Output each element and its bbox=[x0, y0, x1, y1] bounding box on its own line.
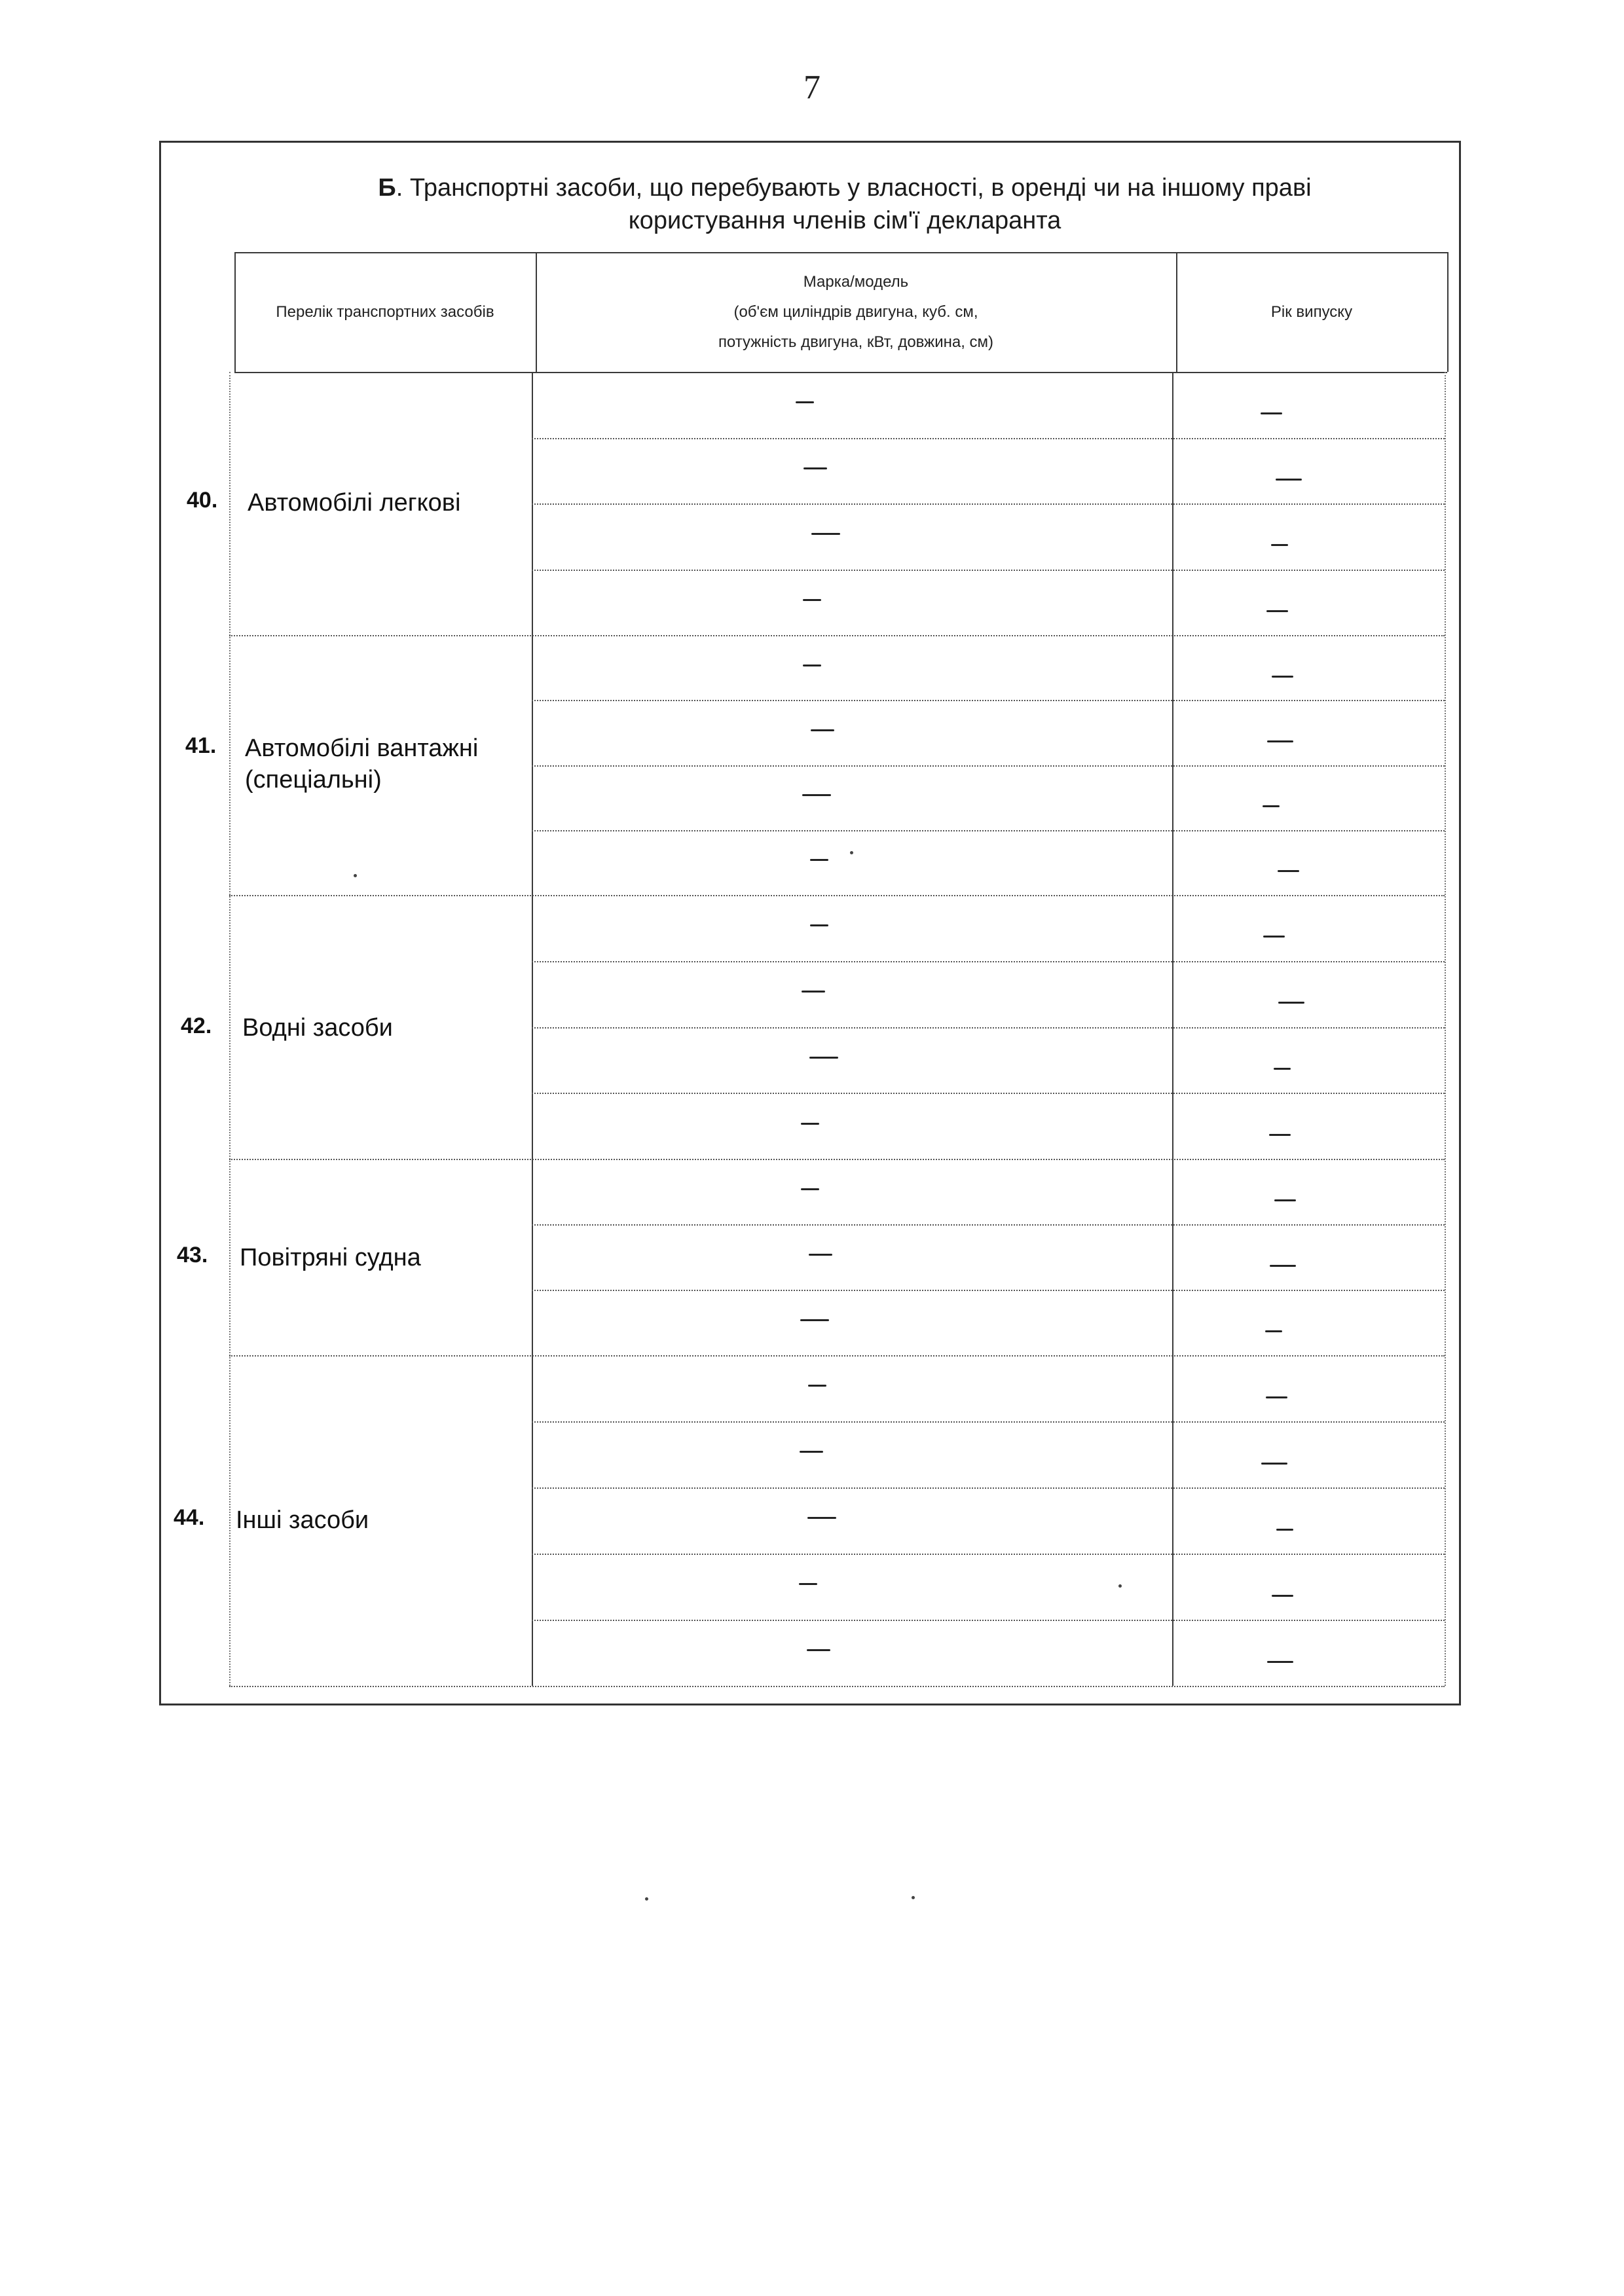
model-dash bbox=[803, 665, 821, 666]
entry-separator bbox=[532, 438, 1445, 439]
model-dash bbox=[808, 1385, 826, 1387]
model-dash bbox=[801, 1123, 819, 1125]
group-separator bbox=[229, 1159, 1445, 1160]
row-number-43: 43. bbox=[177, 1243, 208, 1267]
model-dash bbox=[802, 794, 831, 796]
header-right-border bbox=[1447, 252, 1449, 372]
header-bottom-border bbox=[234, 372, 1447, 373]
section-title bbox=[236, 172, 1454, 237]
model-dash bbox=[800, 1451, 823, 1453]
model-dash bbox=[799, 1583, 817, 1585]
group-separator bbox=[229, 1355, 1445, 1357]
year-dash bbox=[1267, 1661, 1293, 1663]
model-dash bbox=[809, 1057, 838, 1059]
row-label-water: Водні засоби bbox=[242, 1014, 393, 1042]
section-title-text: . Транспортні засоби, що перебувають у власності, в оренді чи на іншому праві bbox=[396, 174, 1312, 202]
section-frame bbox=[159, 141, 1461, 1705]
header-model-line2: (об'єм циліндрів двигуна, куб. см, bbox=[733, 303, 978, 321]
scan-speck bbox=[1118, 1584, 1122, 1588]
body-left-border bbox=[229, 372, 231, 1686]
entry-separator bbox=[532, 1224, 1445, 1226]
entry-separator bbox=[532, 1554, 1445, 1555]
entry-separator bbox=[532, 1093, 1445, 1094]
scan-speck bbox=[645, 1897, 648, 1901]
section-title-line2: користування членів сім'ї декларанта bbox=[628, 207, 1061, 234]
entry-separator bbox=[532, 1290, 1445, 1291]
row-label-trucks-line1: Автомобілі вантажні bbox=[245, 735, 479, 762]
year-dash bbox=[1266, 1396, 1287, 1398]
row-number-42: 42. bbox=[181, 1013, 212, 1038]
scan-speck bbox=[912, 1896, 915, 1899]
header-model-line1: Марка/модель bbox=[803, 273, 909, 291]
year-dash bbox=[1263, 805, 1280, 807]
year-dash bbox=[1267, 740, 1293, 742]
entry-separator bbox=[532, 570, 1445, 571]
year-dash bbox=[1265, 1330, 1282, 1332]
year-dash bbox=[1276, 479, 1302, 481]
year-dash bbox=[1266, 610, 1288, 612]
entry-separator bbox=[532, 1027, 1445, 1029]
header-model bbox=[537, 253, 1175, 371]
year-dash bbox=[1263, 936, 1285, 938]
model-dash bbox=[811, 729, 834, 731]
year-dash bbox=[1272, 676, 1293, 678]
model-dash bbox=[807, 1649, 830, 1651]
year-dash bbox=[1271, 544, 1288, 546]
scan-speck bbox=[850, 851, 853, 854]
header-list: Перелік транспортних засобів bbox=[276, 303, 494, 321]
year-dash bbox=[1261, 412, 1282, 414]
model-dash bbox=[801, 1188, 819, 1190]
year-dash bbox=[1270, 1265, 1296, 1267]
year-dash bbox=[1269, 1134, 1291, 1136]
year-dash bbox=[1274, 1068, 1291, 1070]
model-dash bbox=[811, 533, 840, 535]
section-title-line1 bbox=[236, 172, 1454, 204]
body-right-border bbox=[1445, 372, 1446, 1686]
scan-speck bbox=[354, 874, 357, 877]
entry-separator bbox=[532, 503, 1445, 505]
model-dash bbox=[800, 1319, 829, 1321]
model-dash bbox=[807, 1517, 836, 1519]
header-model-line3: потужність двигуна, кВт, довжина, см) bbox=[718, 333, 994, 351]
model-dash bbox=[803, 467, 827, 469]
row-label-trucks bbox=[245, 733, 478, 795]
page-number: 7 bbox=[803, 69, 821, 106]
row-label-trucks-line2: (спеціальні) bbox=[245, 766, 382, 793]
header-year: Рік випуску bbox=[1270, 303, 1353, 321]
model-dash bbox=[810, 924, 828, 926]
row-label-cars: Автомобілі легкові bbox=[248, 489, 461, 517]
row-label-other: Інші засоби bbox=[236, 1506, 369, 1534]
model-dash bbox=[810, 859, 828, 861]
entry-separator bbox=[532, 1421, 1445, 1423]
model-dash bbox=[803, 599, 821, 601]
group-separator bbox=[229, 1686, 1445, 1687]
section-letter: Б bbox=[378, 174, 396, 202]
year-dash bbox=[1278, 870, 1299, 872]
row-number-41: 41. bbox=[185, 733, 217, 758]
row-label-aircraft: Повітряні судна bbox=[240, 1244, 421, 1271]
entry-separator bbox=[532, 1487, 1445, 1489]
model-dash bbox=[802, 991, 825, 993]
model-dash bbox=[796, 401, 814, 403]
row-number-40: 40. bbox=[187, 488, 218, 513]
year-dash bbox=[1278, 1002, 1304, 1004]
year-dash bbox=[1274, 1199, 1296, 1201]
group-separator bbox=[229, 635, 1445, 636]
entry-separator bbox=[532, 1620, 1445, 1621]
group-separator bbox=[229, 895, 1445, 896]
year-dash bbox=[1276, 1529, 1293, 1531]
row-number-44: 44. bbox=[174, 1505, 205, 1530]
entry-separator bbox=[532, 830, 1445, 831]
entry-separator bbox=[532, 765, 1445, 767]
entry-separator bbox=[532, 700, 1445, 701]
year-dash bbox=[1261, 1463, 1287, 1465]
entry-separator bbox=[532, 961, 1445, 962]
year-dash bbox=[1272, 1595, 1293, 1597]
model-dash bbox=[809, 1254, 832, 1256]
